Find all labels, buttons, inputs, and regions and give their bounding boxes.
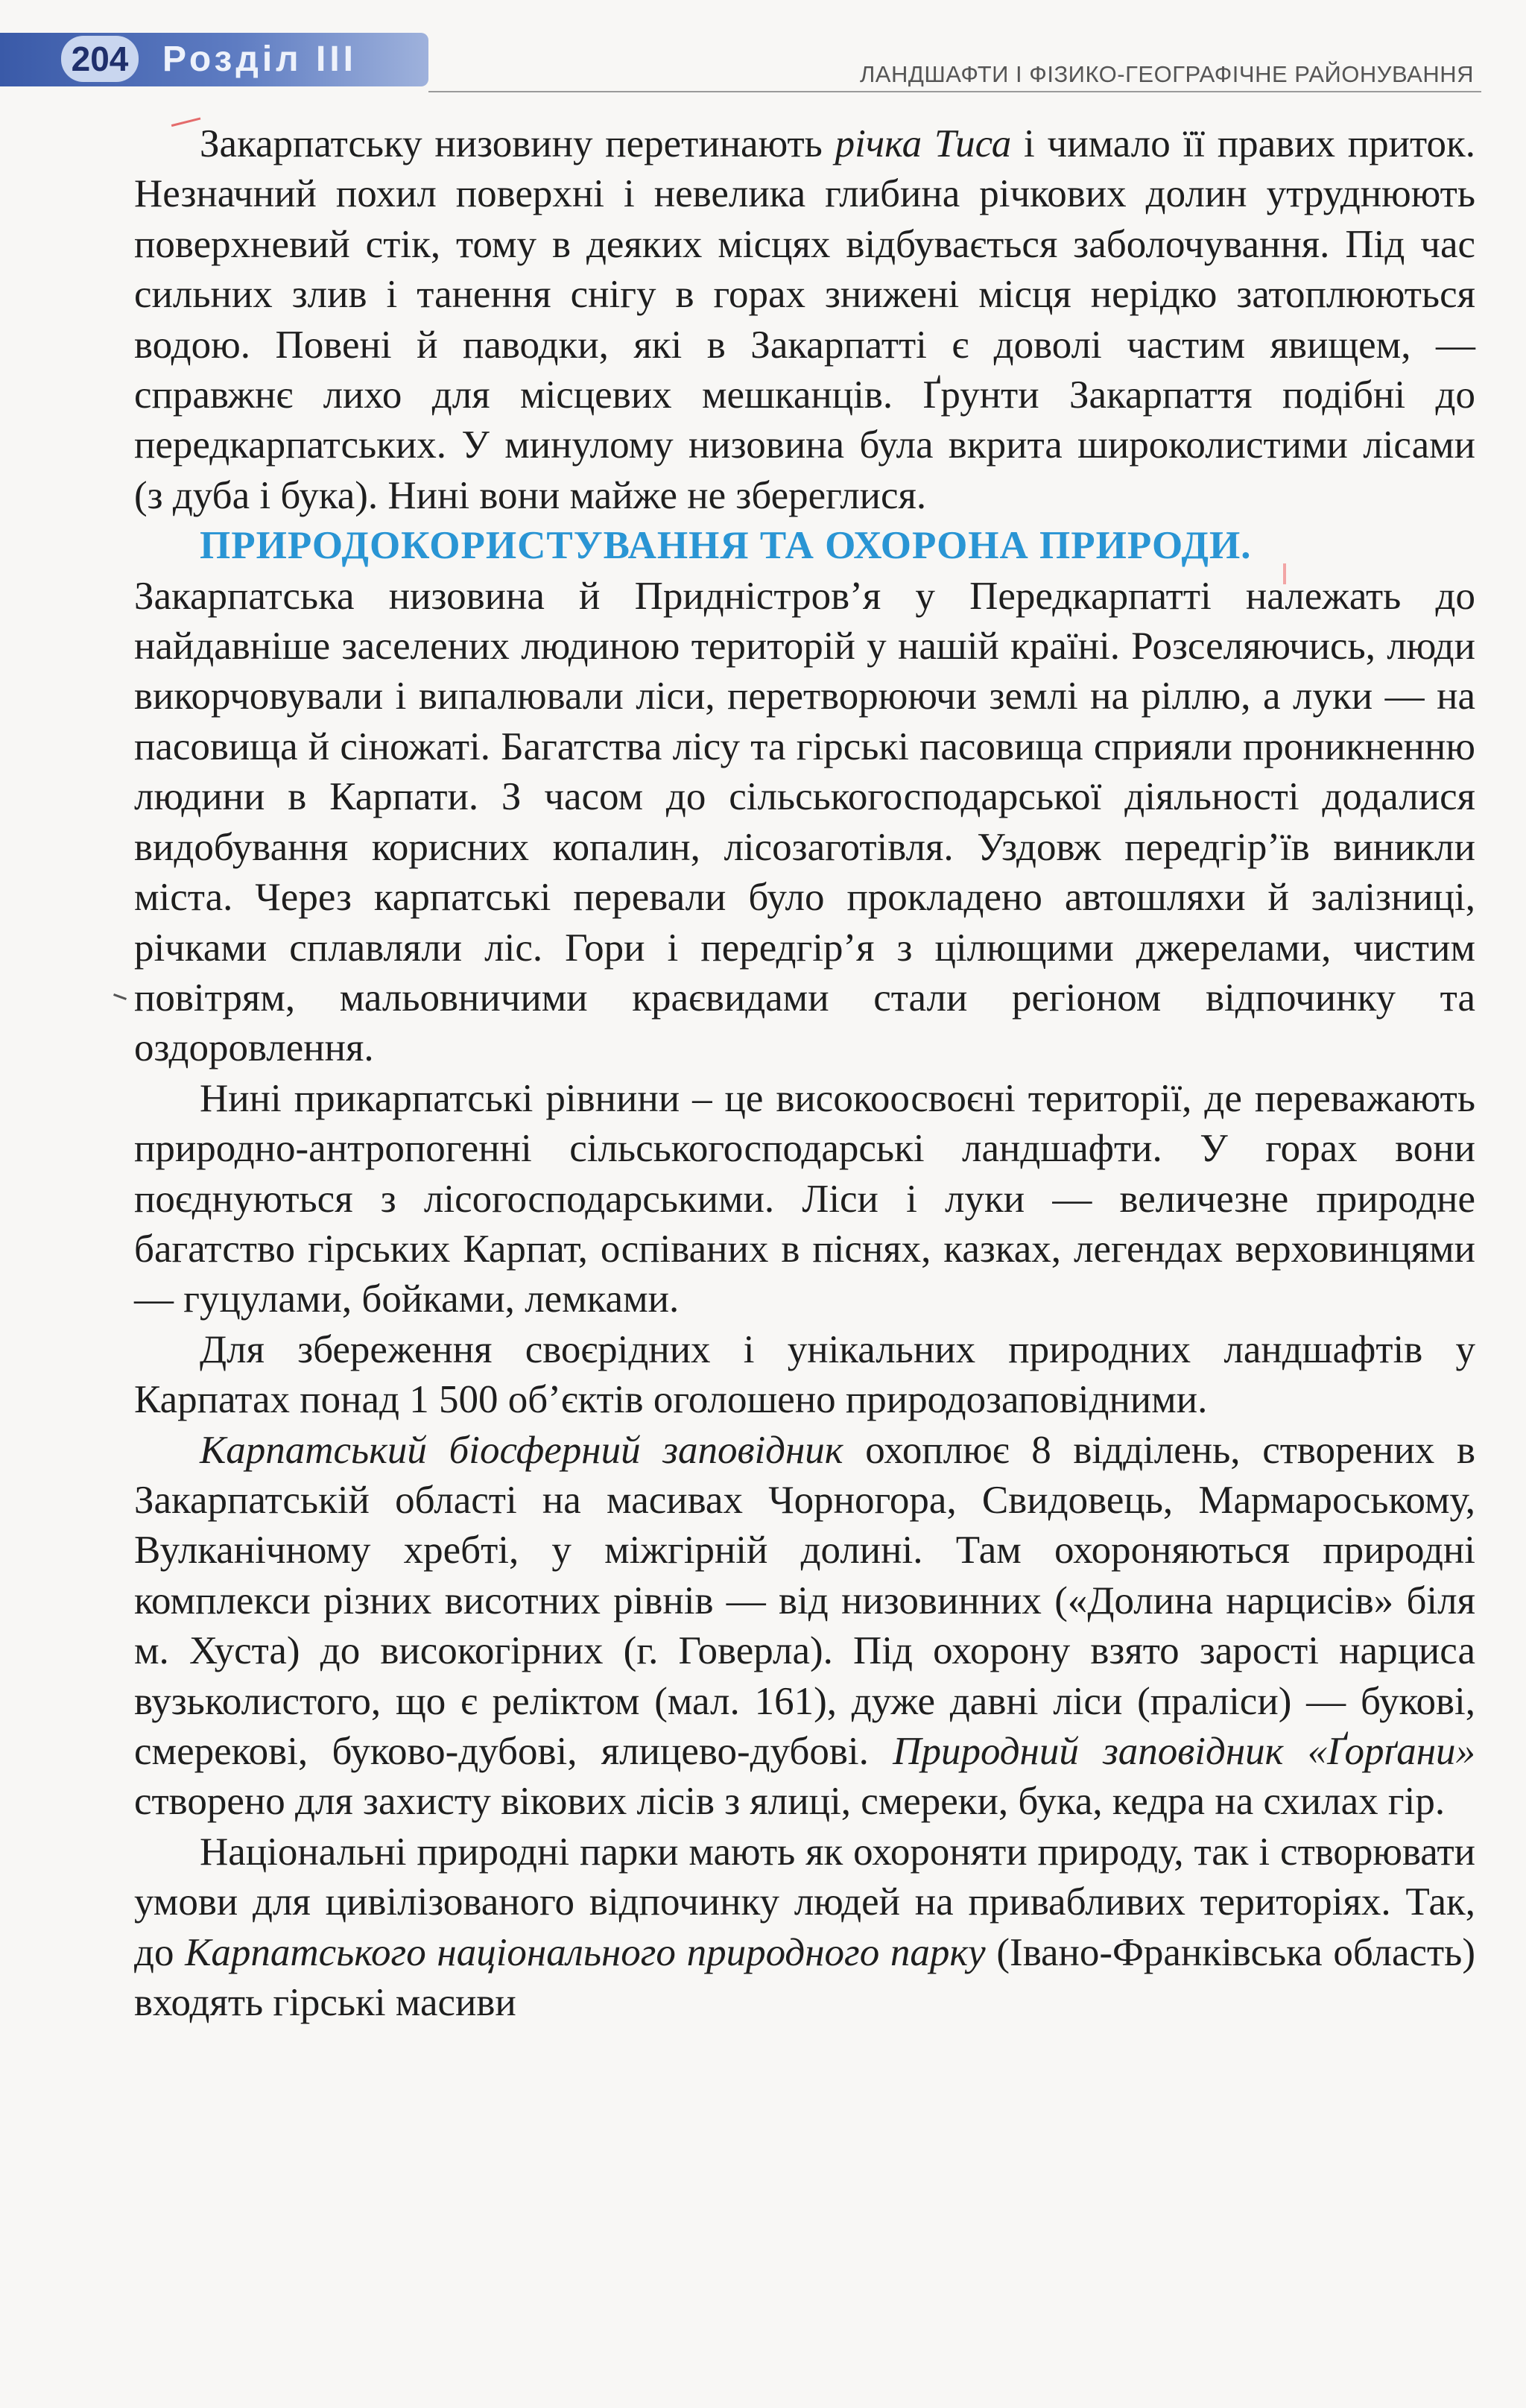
text-run: створено для захисту вікових лісів з ялиці, смереки, бука, кедра на схилах гір. (134, 1780, 1446, 1824)
section-label: Розділ III (162, 39, 358, 79)
text-run: Закарпатську низовину перетинають (200, 122, 835, 165)
italic-term: річка Тиса (835, 122, 1012, 165)
italic-term: Карпатський біосферний заповідник (200, 1428, 843, 1472)
italic-term: Природний заповідник «Ґорґани» (893, 1730, 1476, 1773)
text-run: Нині прикарпатські рівнини – це високоосвоєні території, де переважають природно-антропогенні сільськогосподарські ландшафти. У горах вони поєднуються з лісогосподарськими. Ліси і луки — величезне природне багатство гірських Карпат, оспіваних в піснях, казках, легендах верховинцями — гуцулами, бойками, лемками. (134, 1076, 1475, 1321)
section-heading: ПРИРОДОКОРИСТУВАННЯ ТА ОХОРОНА ПРИРОДИ. (200, 524, 1252, 568)
text-run: Для збереження своєрідних і унікальних природних ландшафтів у Карпатах понад 1 500 об’єктів оголошено природозаповідними. (134, 1327, 1475, 1422)
italic-term: Карпатського національного природного парку (185, 1930, 986, 1974)
paragraph (134, 119, 1475, 521)
header-rule (428, 91, 1481, 92)
paragraph (134, 1325, 1475, 1426)
paragraph (134, 572, 1475, 1074)
running-title: ЛАНДШАФТИ І ФІЗИКО-ГЕОГРАФІЧНЕ РАЙОНУВАННЯ (859, 61, 1474, 87)
paragraph (134, 1827, 1475, 2029)
body-text (134, 119, 1475, 2028)
paragraph (134, 1426, 1475, 1827)
text-run: Закарпатська низовина й Придністров’я у Передкарпатті належать до найдавніше заселених людиною територій у нашій країні. Розселяючись, люди викорчовували і випалювали ліси, перетворюючи землі на ріллю, а луки — на пасовища й сіножаті. Багатства лісу та гірські пасовища сприяли проникненню людини в Карпати. З часом до сільськогосподарської діяльності додалися видобування корисних копалин, лісозаготівля. Уздовж передгір’їв виникли міста. Через карпатські перевали було прокладено автошляхи й залізниці, річками сплавляли ліс. Гори і передгір’я з цілющими джерелами, чистим повітрям, мальовничими краєвидами стали регіоном відпочинку та оздоровлення. (134, 574, 1475, 1070)
page-number: 204 (61, 36, 139, 82)
text-run: (Івано-Франківська область) входять гірські масиви (134, 1930, 1475, 2025)
paragraph (134, 1074, 1475, 1325)
page-header (0, 0, 1526, 112)
text-run: охоплює 8 відділень, створених в Закарпатській області на масивах Чорногора, Свидовець, Мармароському, Вулканічному хребті, у міжгірній долині. Там охороняються природні комплекси різних висотних рівнів — від низовинних («Долина нарцисів» біля м. Хуста) до високогірних (г. Говерла). Під охорону взято зарості нарциса вузьколистого, що є реліктом (мал. 161), дуже давні ліси (праліси) — букові, смерекові, буково-дубові, ялицево-дубові. (134, 1428, 1475, 1773)
text-run: і чимало її правих приток. Незначний похил поверхні і невелика глибина річкових долин утруднюють поверхневий стік, тому в деяких місцях відбувається заболочування. Під час сильних злив і танення снігу в горах знижені місця нерідко затоплюються водою. Повені й паводки, які в Закарпатті є доволі частим явищем, — справжнє лихо для місцевих мешканців. Ґрунти Закарпаття подібні до передкарпатських. У минулому низовина була вкрита широколистими лісами (з дуба і бука). Нині вони майже не збереглися. (134, 122, 1475, 517)
margin-mark (113, 993, 127, 1000)
text-run: Національні природні парки мають як охороняти природу, так і створювати умови для цивілізованого відпочинку людей на привабливих територіях. Так, до (134, 1830, 1475, 1974)
